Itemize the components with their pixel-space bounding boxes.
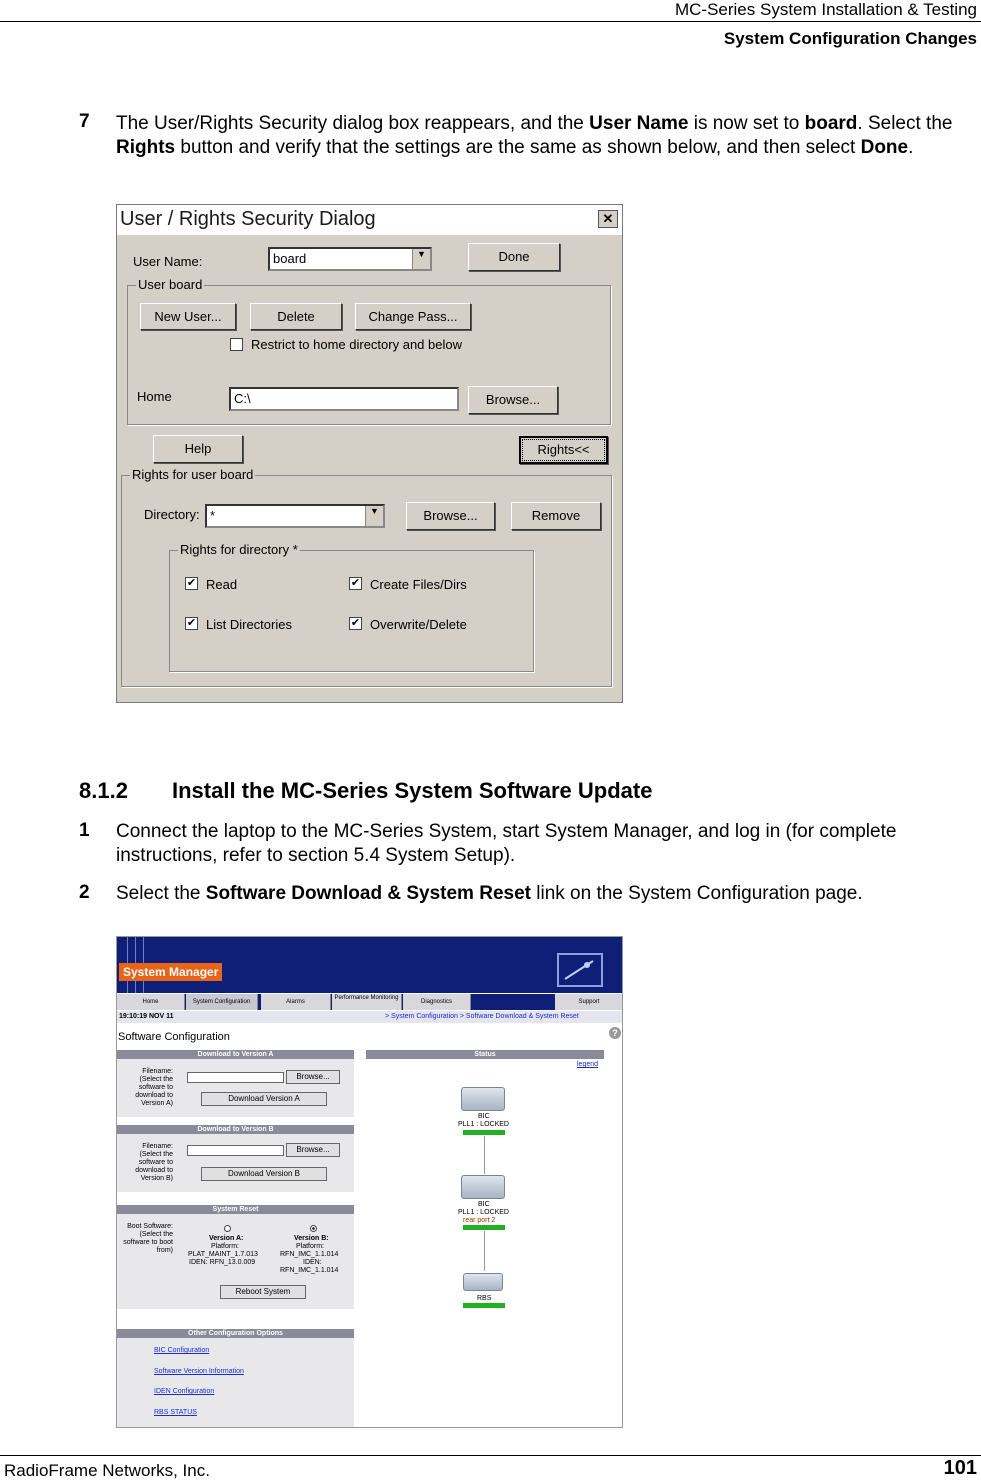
rights-group-title: Rights for user board — [132, 467, 254, 482]
home-label: Home — [137, 389, 172, 404]
link-rbs-status[interactable]: RBS STATUS — [154, 1409, 197, 1416]
footer-rule — [0, 1455, 981, 1456]
sm-page-title: Software Configuration — [118, 1031, 230, 1043]
chevron-down-icon[interactable]: ▼ — [412, 249, 430, 269]
link-line — [484, 1136, 485, 1174]
version-b-title: Version B: — [294, 1235, 329, 1242]
rbs-device-icon[interactable] — [463, 1273, 503, 1291]
directory-browse-button[interactable]: Browse... — [406, 502, 495, 530]
footer-company: RadioFrame Networks, Inc. — [4, 1461, 210, 1480]
version-a-platform: PLAT_MAINT_1.7.013 — [188, 1251, 258, 1258]
dialog-title: User / Rights Security Dialog — [120, 208, 376, 230]
download-b-filename-input[interactable] — [187, 1145, 284, 1156]
document-title: MC-Series System Installation & Testing — [674, 0, 977, 19]
link-line — [484, 1231, 485, 1271]
rights-button[interactable]: Rights<< — [519, 436, 608, 464]
step-1-number: 1 — [79, 820, 90, 841]
directory-label: Directory: — [144, 507, 200, 522]
read-checkbox[interactable]: ✔ — [186, 577, 197, 589]
version-b-iden-label: IDEN: — [303, 1259, 322, 1266]
system-manager-logo: System Manager — [119, 963, 222, 981]
restrict-checkbox[interactable] — [230, 338, 243, 351]
dialog-titlebar — [117, 205, 622, 235]
list-directories-checkbox[interactable]: ✔ — [186, 617, 197, 629]
download-a-filename-input[interactable] — [187, 1072, 284, 1083]
bic-1-device-icon[interactable] — [461, 1087, 505, 1111]
section-number: 8.1.2 — [79, 778, 128, 803]
bic-1-name: BIC — [478, 1113, 490, 1120]
rights-for-directory-group — [169, 542, 534, 672]
step-2-text: Select the Software Download & System Reset link on the System Configuration page. — [116, 883, 863, 904]
version-a-iden: IDEN: RFN_13.0.009 — [189, 1259, 256, 1266]
version-b-platform: RFN_IMC_1.1.014 — [280, 1251, 339, 1258]
download-version-b-button[interactable]: Download Version B — [201, 1167, 327, 1181]
section-heading: Install the MC-Series System Software Update — [172, 778, 653, 803]
user-name-select[interactable] — [268, 247, 432, 271]
legend-link[interactable]: legend — [577, 1061, 599, 1068]
tab-support[interactable]: Support — [555, 994, 623, 1010]
user-name-label: User Name: — [133, 254, 203, 269]
download-b-browse-button[interactable]: Browse... — [286, 1143, 340, 1157]
system-reset-panel — [117, 1205, 354, 1309]
help-button[interactable]: Help — [153, 435, 243, 463]
read-label: Read — [206, 577, 238, 592]
dir-rights-group-title: Rights for directory * — [180, 542, 298, 557]
home-browse-button[interactable]: Browse... — [468, 386, 558, 414]
bic-2-port: rear port 2 — [463, 1217, 496, 1224]
version-b-iden: RFN_IMC_1.1.014 — [280, 1267, 339, 1274]
link-software-version-information[interactable]: Software Version Information — [154, 1368, 244, 1375]
step-7-text: The User/Rights Security dialog box reappears, and the User Name is now set to board. Select the Rights button and verify that the settings are the same as shown below, and then select Done. — [116, 113, 953, 158]
bic-1-status-bar — [463, 1130, 505, 1135]
overwrite-delete-label: Overwrite/Delete — [370, 617, 467, 632]
version-a-radio[interactable] — [224, 1225, 231, 1232]
breadcrumb[interactable]: > System Configuration > Software Download & System Reset — [385, 1013, 579, 1020]
chevron-down-icon[interactable]: ▼ — [365, 506, 383, 526]
download-b-label: Filename: (Select the software to download to Version B) — [135, 1143, 173, 1182]
home-input[interactable]: C:\ — [229, 387, 459, 411]
link-iden-configuration[interactable]: IDEN Configuration — [154, 1388, 215, 1395]
sm-banner — [117, 937, 623, 993]
sm-tab-bar — [117, 994, 623, 1010]
close-icon[interactable]: ✕ — [598, 210, 618, 228]
link-bic-configuration[interactable]: BIC Configuration — [154, 1347, 210, 1354]
step-2-number: 2 — [79, 882, 90, 903]
rbs-name: RBS — [477, 1295, 492, 1302]
step-7-number: 7 — [79, 111, 90, 132]
version-a-title: Version A: — [209, 1235, 244, 1242]
user-board-group-title: User board — [138, 277, 203, 292]
restrict-label: Restrict to home directory and below — [251, 337, 462, 352]
download-b-panel — [117, 1125, 354, 1192]
sm-time: 19:10:19 NOV 11 — [119, 1013, 174, 1020]
tab-alarms[interactable]: Alarms — [261, 994, 331, 1010]
version-b-radio[interactable] — [310, 1225, 317, 1232]
list-directories-label: List Directories — [206, 617, 292, 632]
page-number: 101 — [943, 1457, 977, 1479]
system-reset-title: System Reset — [117, 1205, 354, 1214]
other-options-title: Other Configuration Options — [117, 1329, 354, 1338]
version-b-platform-label: Platform: — [296, 1243, 325, 1250]
download-b-title: Download to Version B — [117, 1125, 354, 1134]
header-rule — [0, 21, 981, 22]
download-a-label: Filename: (Select the software to download to Version A) — [135, 1068, 173, 1107]
change-pass-button[interactable]: Change Pass... — [355, 303, 471, 330]
tab-home[interactable]: Home — [117, 994, 185, 1010]
rbs-status-bar — [463, 1303, 505, 1308]
bic-2-status-bar — [463, 1225, 505, 1230]
bic-2-pll: PLL1 : LOCKED — [458, 1209, 509, 1216]
download-version-a-button[interactable]: Download Version A — [201, 1092, 327, 1106]
bic-2-device-icon[interactable] — [461, 1175, 505, 1199]
remove-button[interactable]: Remove — [511, 502, 601, 530]
help-icon[interactable]: ? — [609, 1027, 621, 1039]
sm-breadcrumb-bar — [117, 1011, 623, 1023]
user-name-value: board — [273, 251, 307, 266]
new-user-button[interactable]: New User... — [140, 303, 236, 330]
brand-icon — [557, 953, 603, 987]
section-title: System Configuration Changes — [723, 29, 977, 48]
create-files-label: Create Files/Dirs — [370, 577, 467, 592]
create-files-checkbox[interactable]: ✔ — [350, 577, 361, 589]
directory-select[interactable] — [205, 504, 385, 528]
delete-button[interactable]: Delete — [250, 303, 342, 330]
tab-performance-monitoring[interactable]: Performance Monitoring — [332, 994, 402, 1010]
directory-value: * — [210, 508, 216, 523]
download-a-browse-button[interactable]: Browse... — [286, 1070, 340, 1084]
done-button[interactable]: Done — [468, 243, 560, 271]
user-rights-dialog — [116, 204, 623, 703]
version-a-platform-label: Platform: — [211, 1243, 240, 1250]
boot-software-label: Boot Software: (Select the software to boot from) — [123, 1223, 173, 1254]
tab-diagnostics[interactable]: Diagnostics — [403, 994, 471, 1010]
step-1-text: Connect the laptop to the MC-Series System, start System Manager, and log in (for complete instructions, refer to section 5.4 System Setup). — [116, 821, 897, 866]
tab-system-configuration[interactable]: System Configuration — [186, 994, 258, 1010]
other-options-panel — [117, 1329, 354, 1428]
overwrite-delete-checkbox[interactable]: ✔ — [350, 617, 361, 629]
download-a-panel — [117, 1050, 354, 1117]
system-manager-screenshot — [116, 936, 623, 1428]
reboot-system-button[interactable]: Reboot System — [220, 1285, 306, 1299]
bic-2-name: BIC — [478, 1201, 490, 1208]
download-a-title: Download to Version A — [117, 1050, 354, 1059]
bic-1-pll: PLL1 : LOCKED — [458, 1121, 509, 1128]
status-title: Status — [366, 1050, 604, 1059]
